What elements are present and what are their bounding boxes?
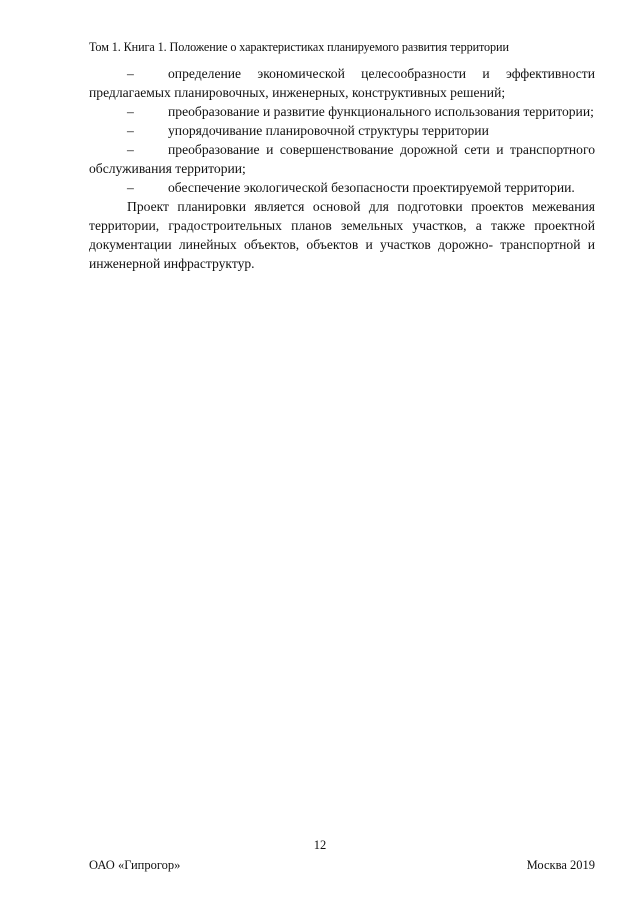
page-number: 12 xyxy=(313,838,327,852)
page-header: Том 1. Книга 1. Положение о характеристиках планируемого развития территории xyxy=(89,40,509,54)
footer-company: ОАО «Гипрогор» xyxy=(89,858,181,872)
list-item-text: преобразование и совершенствование дорожной сети и транспортного обслуживания территории; xyxy=(89,142,595,176)
list-item xyxy=(89,121,595,140)
list-dash: – xyxy=(127,66,134,81)
list-dash: – xyxy=(127,142,134,157)
list-item-text: преобразование и развитие функционального использования территории; xyxy=(168,104,594,119)
list-dash: – xyxy=(127,180,134,195)
list-item-text: обеспечение экологической безопасности проектируемой территории. xyxy=(168,180,575,195)
list-item-text: упорядочивание планировочной структуры территории xyxy=(168,123,489,138)
list-item xyxy=(89,140,595,178)
list-dash: – xyxy=(127,104,134,119)
footer-city-year: Москва 2019 xyxy=(526,858,595,872)
list-item xyxy=(89,178,595,197)
list-dash: – xyxy=(127,123,134,138)
list-item-text: определение экономической целесообразности и эффективности предлагаемых планировочных, инженерных, конструктивных решений; xyxy=(89,66,595,100)
body-paragraph: Проект планировки является основой для подготовки проектов межевания территории, градостроительных планов земельных участков, а также проектной документации линейных объектов, объектов и участков дорожно- транспортной и инженерной инфраструктур. xyxy=(89,199,595,271)
document-body xyxy=(89,64,595,273)
list-item xyxy=(89,102,595,121)
list-item xyxy=(89,64,595,102)
